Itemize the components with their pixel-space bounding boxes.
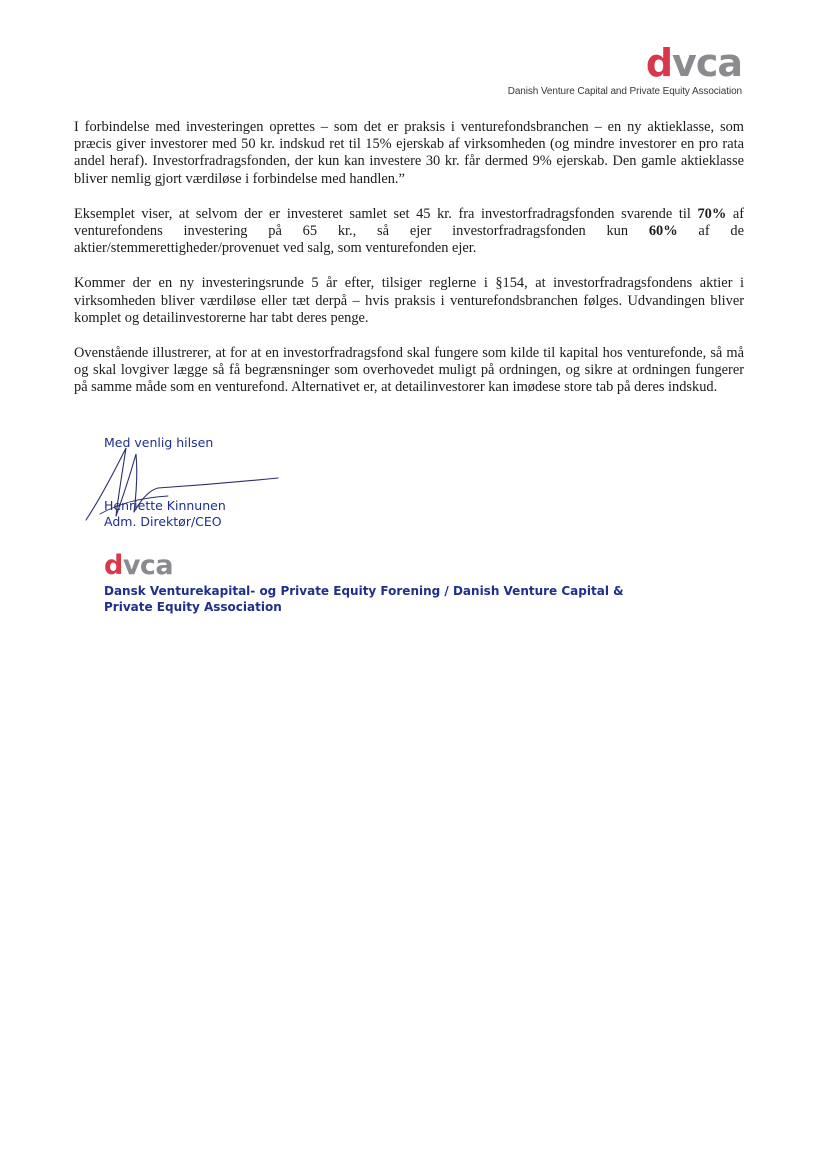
signer-title: Adm. Direktør/CEO — [104, 514, 222, 529]
p2-text-c: af de aktier/stemmerettigheder/provenuet ved salg, som venturefonden ejer. — [74, 223, 744, 257]
logo-d: d — [645, 41, 673, 85]
organization-name: Dansk Venturekapital- og Private Equity Forening / Danish Venture Capital & Private Equity Association — [104, 584, 624, 614]
closing-text: Med venlig hilsen — [104, 435, 214, 450]
footer-logo-block — [104, 552, 664, 615]
footer-logo-vca: vca — [122, 550, 174, 581]
footer-dvca-logo — [104, 552, 664, 579]
p2-text-a: Eksemplet viser, at selvom der er investeret samlet set 45 kr. fra investorfradragsfonden svarende til — [74, 205, 698, 222]
signer-name: Henriette Kinnunen — [104, 498, 226, 513]
paragraph-3: Kommer der en ny investeringsrunde 5 år efter, tilsiger reglerne i §154, at investorfradragsfondens aktier i virksomheden bliver værdiløse eller tæt derpå – hvis praksis i venturefondsbranchen følges. Udvandingen bliver komplet og detailinvestorerne har tabt deres penge. — [74, 275, 744, 326]
handwritten-signature — [78, 424, 288, 528]
paragraph-1: I forbindelse med investeringen oprettes – som det er praksis i venturefondsbranchen – en ny aktieklasse, som præcis giver investorer med 50 kr. indskud ret til 15% ejerskab af virksomheden (og mindre investorer en pro rata andel heraf). Investorfradragsfonden, der kun kan investere 30 kr. får dermed 9% ejerskab. Den gamle aktieklasse bliver nemlig gjort værdiløse i forbindelse med handlen.” — [74, 119, 744, 187]
paragraph-2 — [74, 206, 744, 258]
footer-logo-d: d — [104, 550, 123, 581]
p2-bold-60: 60% — [648, 223, 678, 240]
header-logo — [507, 41, 742, 97]
p2-bold-70: 70% — [697, 205, 727, 222]
letter-body — [74, 119, 744, 397]
p2-text-b: af venturefondens investering på 65 kr., så ejer investorfradragsfonden kun — [74, 205, 744, 240]
paragraph-4: Ovenstående illustrerer, at for at en investorfradragsfond skal fungere som kilde til kapital hos venturefonde, så må og skal lovgiver lægge så få begrænsninger som overhovedet muligt på ordningen, og sikre at ordningen fungerer på samme måde som en venturefond. Alternativet er, at detailinvestorer kan imødese store tab på deres indskud. — [74, 345, 744, 396]
logo-vca: vca — [672, 41, 742, 85]
dvca-logo — [508, 41, 742, 85]
logo-subtitle: Danish Venture Capital and Private Equity Association — [507, 86, 742, 97]
